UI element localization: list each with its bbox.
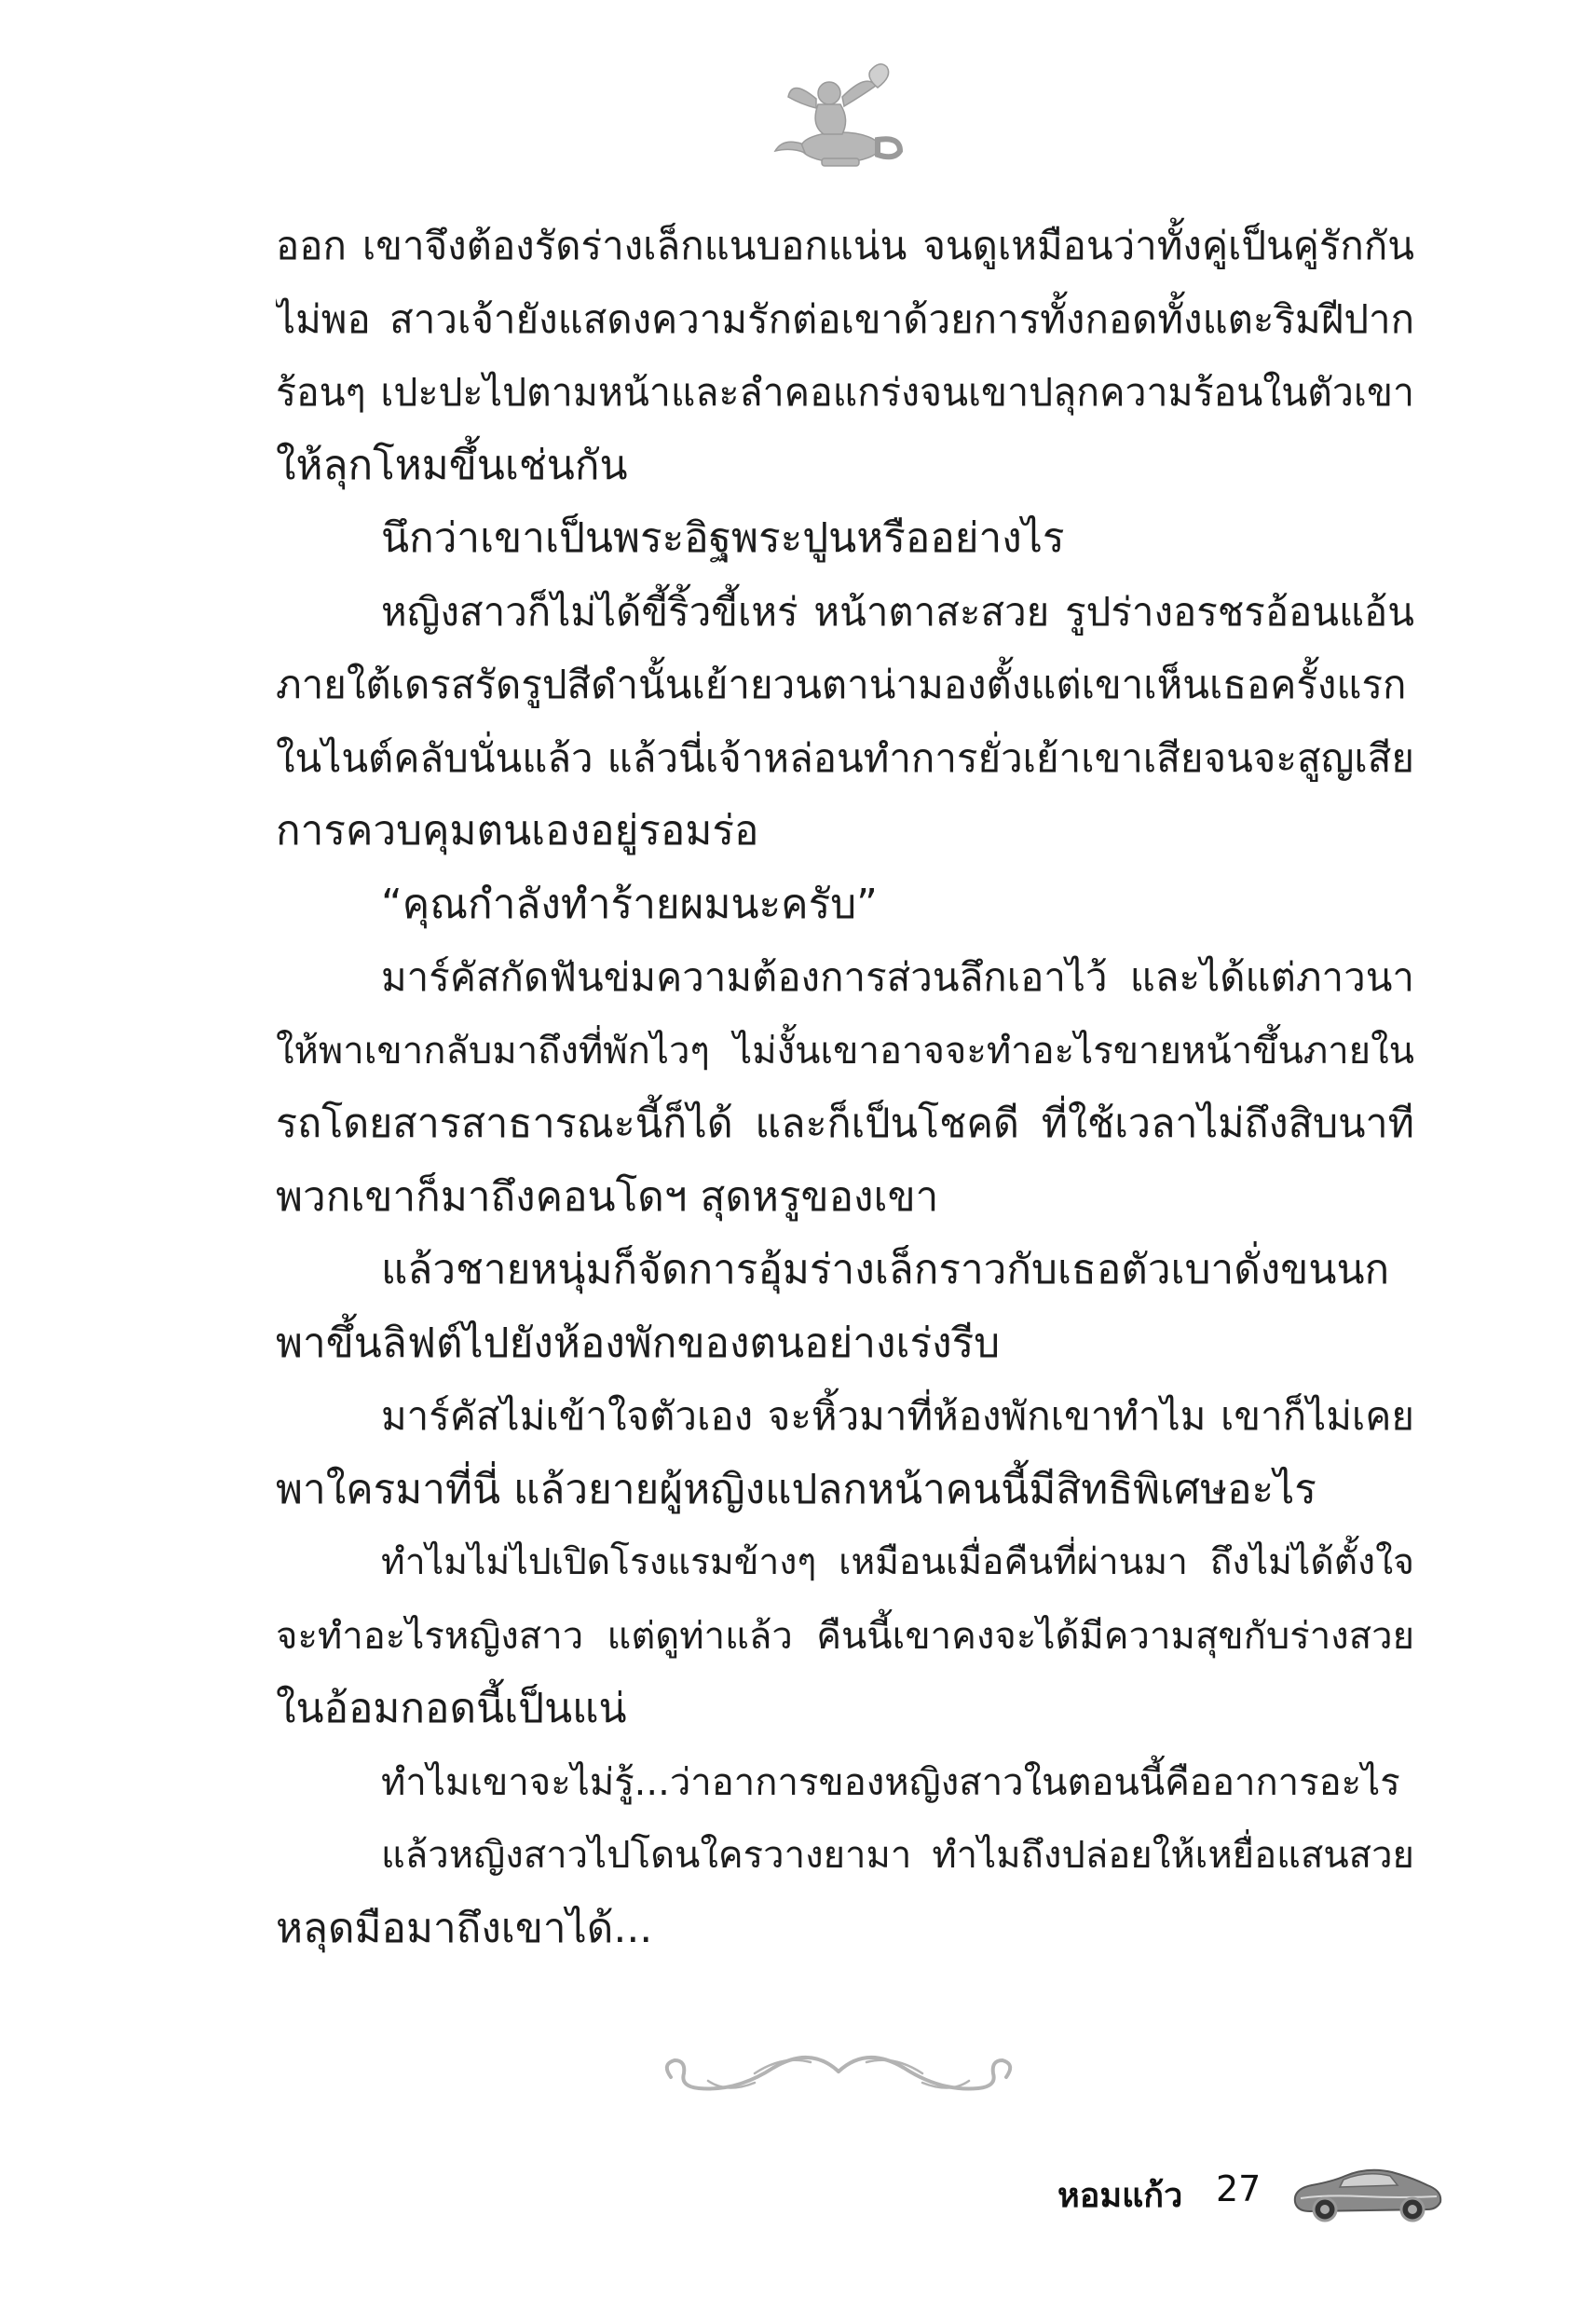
body-text <box>276 210 1414 1965</box>
page-number: 27 <box>1216 2168 1262 2209</box>
text-line: นึกว่าเขาเป็นพระอิฐพระปูนหรืออย่างไร <box>381 514 1065 562</box>
book-title: หอมแก้ว <box>1057 2177 1183 2215</box>
text-line: แล้วชายหนุ่มก็จัดการอุ้มร่างเล็กราวกับเธอตัวเบาดั่งขนนก <box>381 1246 1390 1293</box>
text-line: รถโดยสารสาธารณะนี้ก็ได้ และก็เป็นโชคดี ที่ใช้เวลาไม่ถึงสิบนาที <box>276 1101 1414 1147</box>
text-line: ให้พาเขากลับมาถึงที่พักไวๆ ไม่งั้นเขาอาจจะทำอะไรขายหน้าขึ้นภายใน <box>276 1029 1414 1073</box>
text-line: หญิงสาวก็ไม่ได้ขี้ริ้วขี้เหร่ หน้าตาสะสวย รูปร่างอรชรอ้อนแอ้น <box>381 588 1414 635</box>
text-line: “คุณกำลังทำร้ายผมนะครับ” <box>381 880 878 928</box>
text-line: จะทำอะไรหญิงสาว แต่ดูท่าแล้ว คืนนี้เขาคงจะได้มีความสุขกับร่างสวย <box>276 1614 1414 1658</box>
text-line: ทำไมเขาจะไม่รู้...ว่าอาการของหญิงสาวในตอนนี้คืออาการอะไร <box>381 1760 1400 1804</box>
text-line: ภายใต้เดรสรัดรูปสีดำนั้นเย้ายวนตาน่ามองตั้งแต่เขาเห็นเธอครั้งแรก <box>276 662 1407 707</box>
text-line: ในไนต์คลับนั่นแล้ว แล้วนี่เจ้าหล่อนทำการยั่วเย้าเขาเสียจนจะสูญเสีย <box>276 734 1414 781</box>
cupid-teapot-ornament-icon <box>764 54 913 175</box>
text-line: ร้อนๆ เปะปะไปตามหน้าและลำคอแกร่งจนเขาปลุกความร้อนในตัวเขา <box>276 370 1414 415</box>
text-line: พวกเขาก็มาถึงคอนโดฯ สุดหรูของเขา <box>276 1172 939 1221</box>
scroll-divider-ornament-icon <box>652 2036 1025 2111</box>
text-line: หลุดมือมาถึงเขาได้... <box>276 1904 653 1952</box>
text-line: ในอ้อมกอดนี้เป็นแน่ <box>276 1685 627 1732</box>
text-line: แล้วหญิงสาวไปโดนใครวางยามา ทำไมถึงปล่อยให้เหยื่อแสนสวย <box>381 1834 1414 1877</box>
text-line: พาขึ้นลิฟต์ไปยังห้องพักของตนอย่างเร่งรีบ <box>276 1319 1001 1367</box>
text-line: มาร์คัสไม่เข้าใจตัวเอง จะหิ้วมาที่ห้องพักเขาทำไม เขาก็ไม่เคย <box>381 1393 1414 1439</box>
text-line: การควบคุมตนเองอยู่รอมร่อ <box>276 807 759 855</box>
text-line: มาร์คัสกัดฟันข่มความต้องการส่วนลึกเอาไว้ และได้แต่ภาวนา <box>381 954 1414 1000</box>
text-line: พาใครมาที่นี่ แล้วยายผู้หญิงแปลกหน้าคนนี้มีสิทธิพิเศษอะไร <box>276 1465 1316 1513</box>
text-line: ให้ลุกโหมขึ้นเช่นกัน <box>276 441 628 489</box>
car-icon <box>1288 2157 1446 2224</box>
text-line: ทำไมไม่ไปเปิดโรงแรมข้างๆ เหมือนเมื่อคืนที่ผ่านมา ถึงไม่ได้ตั้งใจ <box>381 1541 1414 1583</box>
text-line: ออก เขาจึงต้องรัดร่างเล็กแนบอกแน่น จนดูเหมือนว่าทั้งคู่เป็นคู่รักกัน <box>276 223 1414 268</box>
text-line: ไม่พอ สาวเจ้ายังแสดงความรักต่อเขาด้วยการทั้งกอดทั้งแตะริมฝีปาก <box>276 295 1414 342</box>
page-footer <box>0 2148 1596 2241</box>
